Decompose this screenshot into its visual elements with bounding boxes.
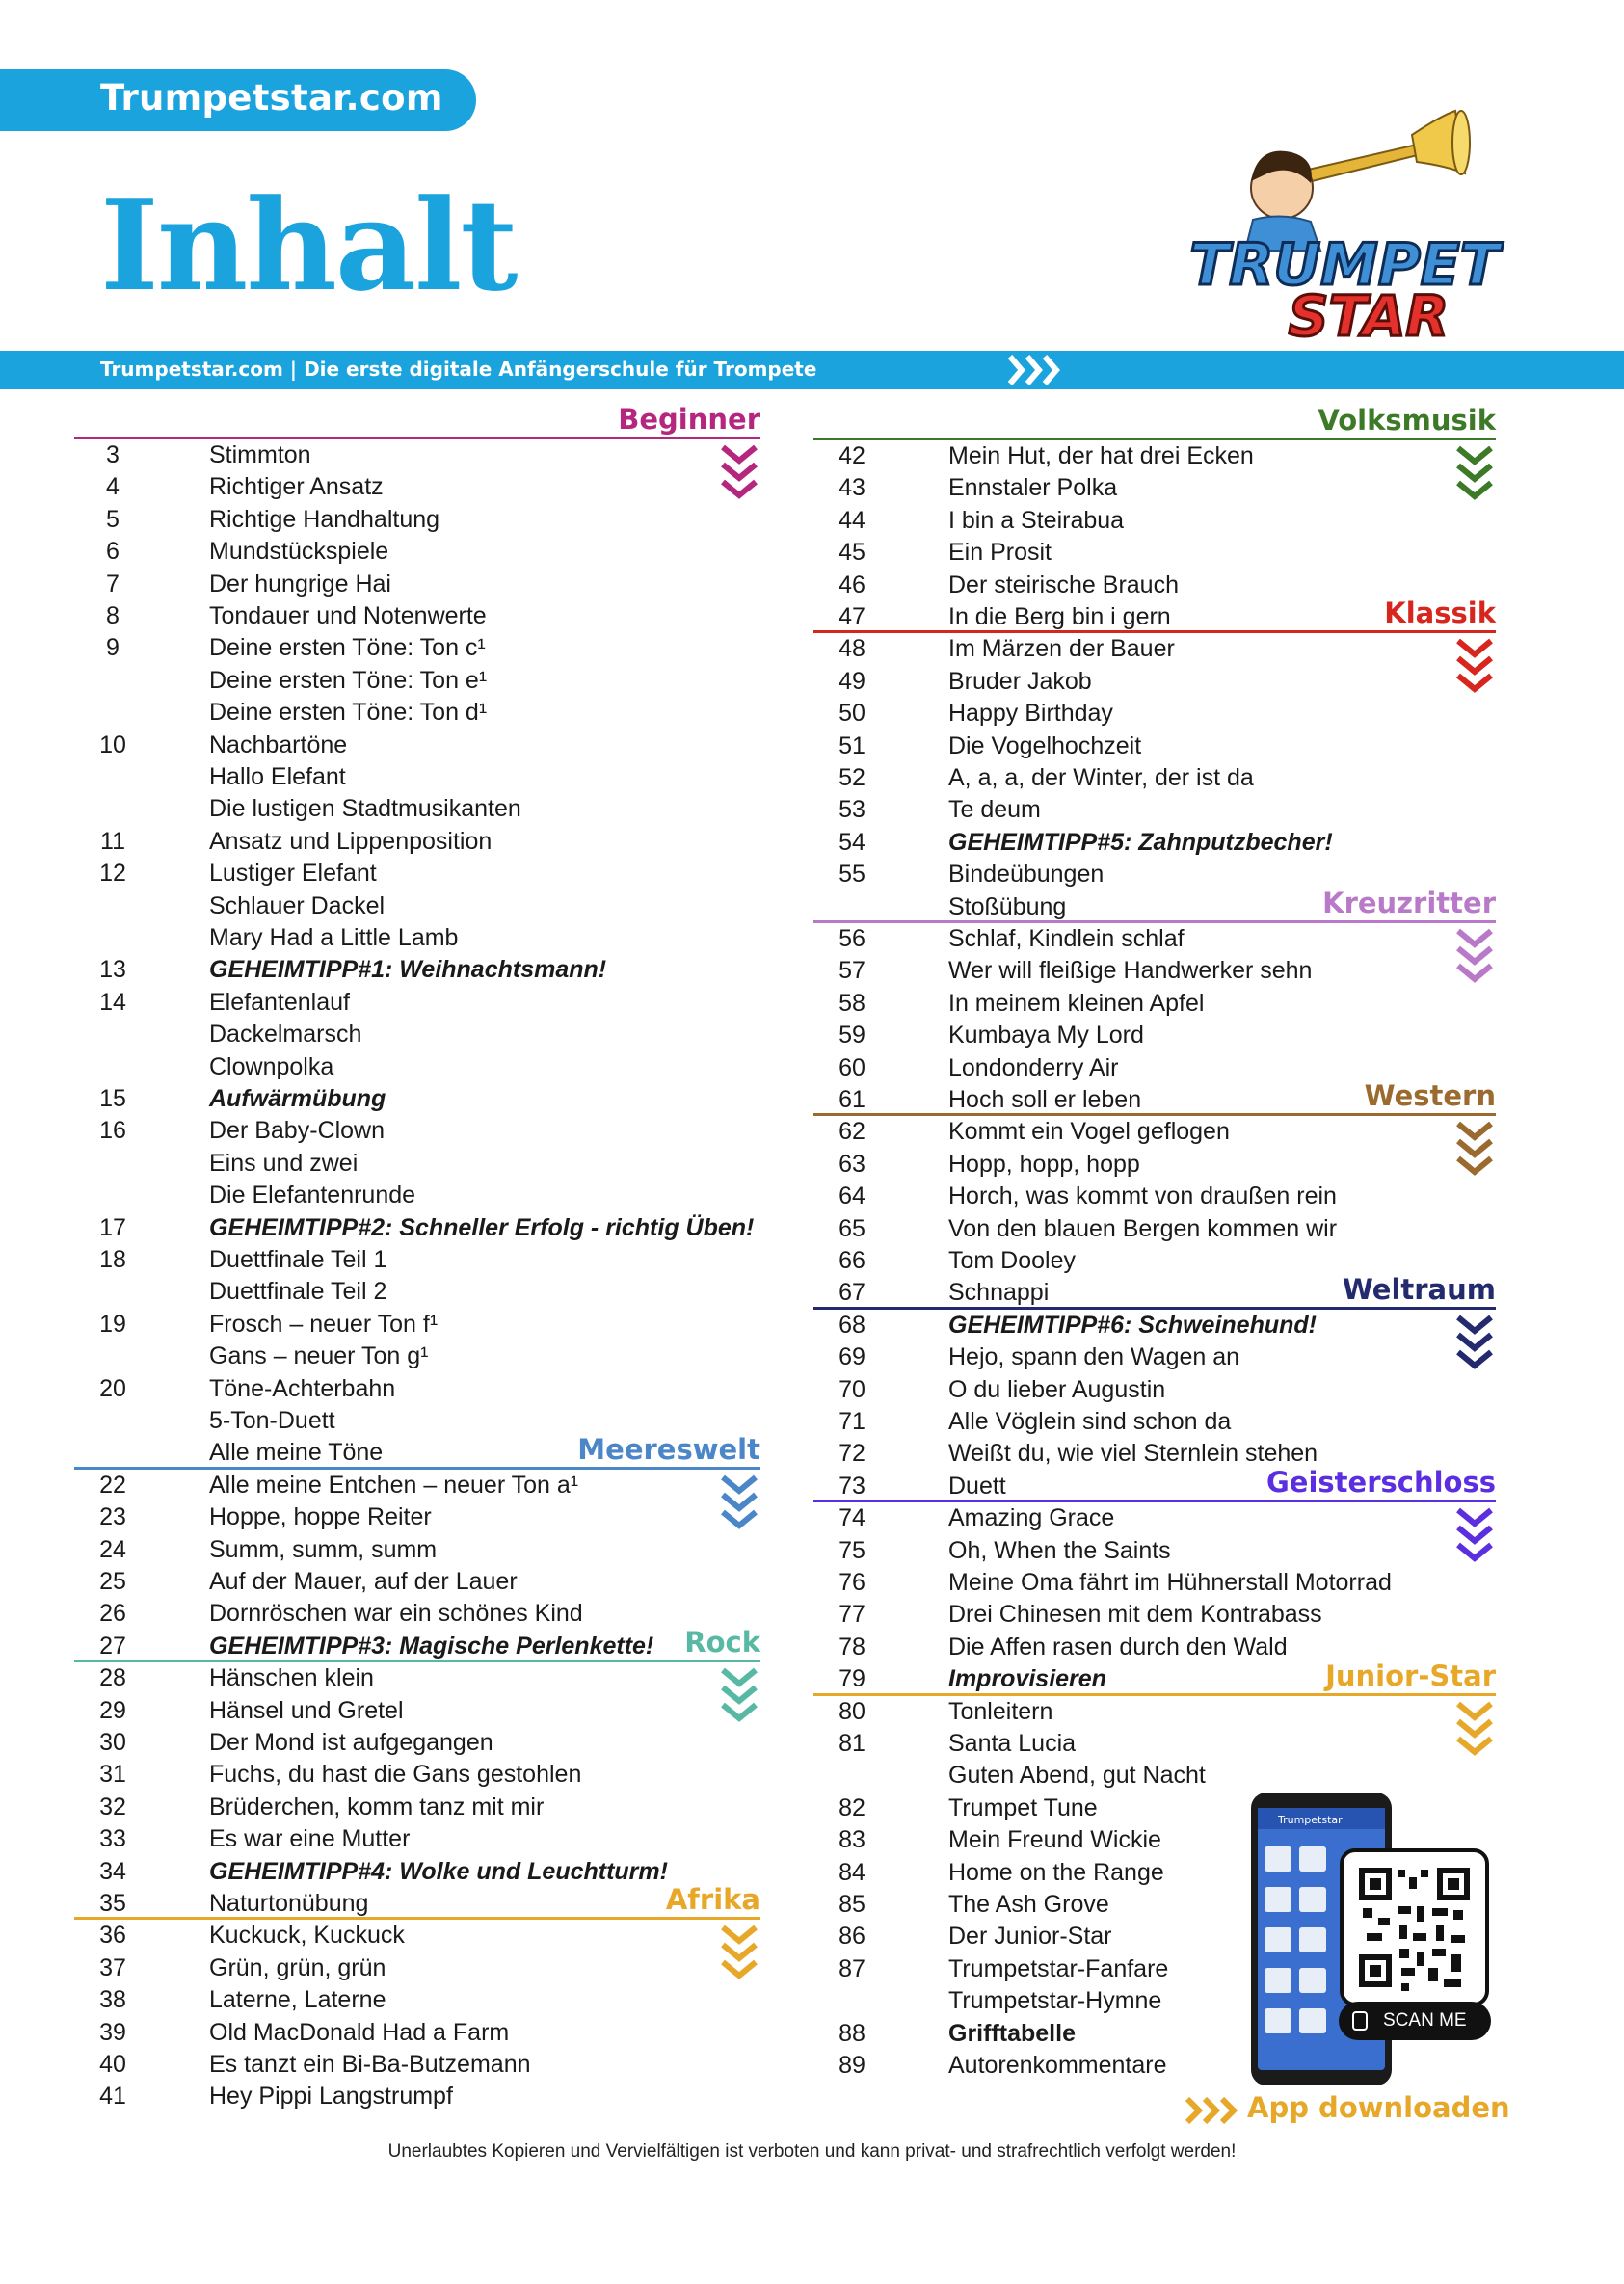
toc-row xyxy=(74,1180,760,1211)
scan-me-label: SCAN ME xyxy=(1383,2010,1467,2031)
toc-entry-title: Autorenkommentare xyxy=(948,2052,1167,2079)
toc-row xyxy=(813,1406,1496,1438)
toc-row xyxy=(813,730,1496,762)
toc-entry-title: Home on the Range xyxy=(948,1858,1164,1886)
page-number: 27 xyxy=(99,1632,126,1660)
page-number: 83 xyxy=(839,1826,865,1854)
toc-row xyxy=(74,1341,760,1372)
toc-row xyxy=(74,1373,760,1405)
toc-entry-title: In meinem kleinen Apfel xyxy=(948,989,1205,1017)
page-number: 69 xyxy=(839,1343,865,1371)
toc-entry-title: Die lustigen Stadtmusikanten xyxy=(209,795,521,823)
page-number: 62 xyxy=(839,1118,865,1146)
section-western xyxy=(813,1079,1496,1185)
toc-entry-title: A, a, a, der Winter, der ist da xyxy=(948,764,1254,791)
section-divider xyxy=(813,1500,1496,1502)
toc-entry-title: Es war eine Mutter xyxy=(209,1825,411,1853)
triple-chevron-down-icon xyxy=(1455,927,1494,989)
toc-entry-title: Summ, summ, summ xyxy=(209,1535,438,1563)
page-number: 28 xyxy=(99,1664,126,1692)
triple-chevron-down-icon xyxy=(720,1474,759,1535)
page-number: 88 xyxy=(839,2019,865,2047)
page-number: 39 xyxy=(99,2018,126,2046)
toc-entry-title: Der Mond ist aufgegangen xyxy=(209,1729,493,1756)
trumpetstar-logo xyxy=(1176,106,1513,347)
toc-entry-title: I bin a Steirabua xyxy=(948,506,1125,534)
toc-row xyxy=(74,2081,760,2112)
toc-entry-title: GEHEIMTIPP#6: Schweinehund! xyxy=(948,1311,1317,1339)
page-number: 19 xyxy=(99,1310,126,1338)
section-divider xyxy=(74,1917,760,1920)
toc-entry-title: Grifftabelle xyxy=(948,2019,1076,2047)
page-number: 7 xyxy=(106,570,120,598)
toc-row xyxy=(74,954,760,986)
toc-entry-title: Lustiger Elefant xyxy=(209,860,377,888)
toc-row xyxy=(74,632,760,664)
page-number: 31 xyxy=(99,1761,126,1789)
toc-row xyxy=(813,1599,1496,1631)
toc-entry-title: Duettfinale Teil 2 xyxy=(209,1278,387,1306)
toc-row xyxy=(74,922,760,954)
toc-entry-title: Wer will fleißige Handwerker sehn xyxy=(948,957,1313,985)
toc-entry-title: Schlaf, Kindlein schlaf xyxy=(948,925,1185,952)
toc-entry-title: Elefantenlauf xyxy=(209,988,350,1016)
toc-entry-title: Happy Birthday xyxy=(948,700,1113,728)
toc-entry-title: Schlauer Dackel xyxy=(209,891,386,919)
toc-entry-title: 5-Ton-Duett xyxy=(209,1407,335,1434)
toc-entry-title: Töne-Achterbahn xyxy=(209,1374,396,1402)
subtitle-band xyxy=(0,351,1624,389)
toc-entry-title: Deine ersten Töne: Ton e¹ xyxy=(209,666,488,694)
site-badge xyxy=(0,69,476,131)
page-number: 82 xyxy=(839,1793,865,1821)
toc-row xyxy=(813,1213,1496,1245)
toc-row xyxy=(74,858,760,890)
toc-entry-title: Mary Had a Little Lamb xyxy=(209,924,459,951)
toc-entry-title: Mundstückspiele xyxy=(209,538,389,566)
page-number: 71 xyxy=(839,1408,865,1435)
toc-entry-title: Der hungrige Hai xyxy=(209,570,391,598)
toc-entry-title: Hallo Elefant xyxy=(209,763,346,790)
triple-chevron-down-icon xyxy=(1455,444,1494,506)
triple-chevron-down-icon xyxy=(1455,637,1494,699)
page-number: 22 xyxy=(99,1471,126,1499)
toc-row xyxy=(74,1115,760,1147)
toc-row xyxy=(74,1019,760,1050)
toc-entry-title: Bindeübungen xyxy=(948,861,1105,889)
section-rock xyxy=(74,1626,760,1732)
toc-row xyxy=(813,827,1496,859)
page-number: 38 xyxy=(99,1986,126,2014)
toc-row xyxy=(813,762,1496,794)
page-number: 86 xyxy=(839,1923,865,1951)
toc-entry-title: Richtiger Ansatz xyxy=(209,473,384,501)
toc-entry-title: Die Vogelhochzeit xyxy=(948,731,1142,759)
toc-entry-title: Hejo, spann den Wagen an xyxy=(948,1343,1240,1371)
page-number: 8 xyxy=(106,602,120,629)
toc-entry-title: Clownpolka xyxy=(209,1052,334,1080)
toc-entry-title: Der steirische Brauch xyxy=(948,571,1179,598)
page-number: 85 xyxy=(839,1891,865,1918)
toc-entry-title: Mein Freund Wickie xyxy=(948,1826,1161,1854)
toc-entry-title: Tondauer und Notenwerte xyxy=(209,602,487,629)
toc-entry-title: Tonleitern xyxy=(948,1697,1053,1725)
toc-entry-title: Frosch – neuer Ton f¹ xyxy=(209,1310,439,1338)
site-name: Trumpetstar.com xyxy=(100,77,443,119)
toc-row xyxy=(74,569,760,600)
section-geisterschloss xyxy=(813,1466,1496,1572)
page-number: 20 xyxy=(99,1374,126,1402)
toc-row xyxy=(813,537,1496,569)
toc-row xyxy=(74,1309,760,1341)
page-number: 46 xyxy=(839,571,865,598)
page-number: 56 xyxy=(839,925,865,952)
triple-chevron-down-icon xyxy=(1455,1314,1494,1375)
toc-entry-title: Oh, When the Saints xyxy=(948,1536,1171,1564)
page-number: 4 xyxy=(106,473,120,501)
page-number: 30 xyxy=(99,1729,126,1756)
toc-entry-title: Richtige Handhaltung xyxy=(209,505,440,533)
section-divider xyxy=(813,630,1496,633)
triple-chevron-down-icon xyxy=(720,443,759,505)
toc-entry-title: Drei Chinesen mit dem Kontrabass xyxy=(948,1601,1322,1629)
page-number: 32 xyxy=(99,1793,126,1820)
page-number: 76 xyxy=(839,1569,865,1596)
page-number: 36 xyxy=(99,1922,126,1950)
page-number: 70 xyxy=(839,1375,865,1403)
page-number: 57 xyxy=(839,957,865,985)
page-number: 33 xyxy=(99,1825,126,1853)
page-number: 58 xyxy=(839,989,865,1017)
toc-row xyxy=(813,1020,1496,1051)
toc-row xyxy=(74,1083,760,1115)
page-number: 74 xyxy=(839,1504,865,1532)
toc-entry-title: In die Berg bin i gern xyxy=(948,603,1171,630)
page-number: 79 xyxy=(839,1665,865,1693)
section-divider xyxy=(813,1307,1496,1310)
toc-row xyxy=(74,1566,760,1598)
subtitle: Trumpetstar.com | Die erste digitale Anfängerschule für Trompete xyxy=(100,358,817,381)
toc-entry-title: Schnappi xyxy=(948,1279,1050,1307)
toc-entry-title: Meine Oma fährt im Hühnerstall Motorrad xyxy=(948,1569,1392,1596)
toc-entry-title: Es tanzt ein Bi-Ba-Butzemann xyxy=(209,2051,531,2078)
page-number: 17 xyxy=(99,1213,126,1241)
toc-entry-title: Guten Abend, gut Nacht xyxy=(948,1762,1206,1790)
section-weltraum xyxy=(813,1273,1496,1379)
toc-entry-title: Gans – neuer Ton g¹ xyxy=(209,1342,429,1370)
toc-entry-title: Weißt du, wie viel Sternlein stehen xyxy=(948,1440,1318,1468)
toc-entry-title: Laterne, Laterne xyxy=(209,1986,386,2014)
toc-row xyxy=(74,761,760,793)
toc-row xyxy=(74,1051,760,1083)
page-number: 45 xyxy=(839,539,865,567)
page-number: 25 xyxy=(99,1568,126,1595)
page-number: 11 xyxy=(100,827,125,855)
section-divider xyxy=(813,438,1496,440)
section-divider xyxy=(813,920,1496,923)
page-number: 13 xyxy=(99,956,126,984)
page-number: 65 xyxy=(839,1214,865,1242)
toc-entry-title: Deine ersten Töne: Ton c¹ xyxy=(209,634,486,662)
section-divider xyxy=(74,437,760,439)
section-divider xyxy=(74,1660,760,1662)
toc-entry-title: Im Märzen der Bauer xyxy=(948,635,1175,663)
section-label: Klassik xyxy=(1384,597,1496,630)
toc-entry-title: Auf der Mauer, auf der Lauer xyxy=(209,1568,518,1595)
page-number: 49 xyxy=(839,667,865,695)
toc-row xyxy=(74,665,760,697)
toc-entry-title: The Ash Grove xyxy=(948,1891,1109,1918)
page-number: 84 xyxy=(839,1858,865,1886)
toc-entry-title: Ennstaler Polka xyxy=(948,474,1118,502)
toc-entry-title: Der Baby-Clown xyxy=(209,1117,386,1145)
section-divider xyxy=(74,1467,760,1470)
page-number: 59 xyxy=(839,1022,865,1049)
page-number: 87 xyxy=(839,1954,865,1982)
toc-entry-title: Mein Hut, der hat drei Ecken xyxy=(948,442,1254,469)
page-number: 55 xyxy=(839,861,865,889)
page-number: 48 xyxy=(839,635,865,663)
section-afrika xyxy=(74,1883,760,1989)
page-number: 61 xyxy=(839,1086,865,1113)
page-number: 40 xyxy=(99,2051,126,2078)
trumpet-icon xyxy=(1291,111,1470,185)
toc-entry-title: Alle Vöglein sind schon da xyxy=(948,1408,1232,1435)
page-number: 14 xyxy=(99,988,126,1016)
triple-chevron-down-icon xyxy=(1455,1506,1494,1568)
page-number: 9 xyxy=(106,634,120,662)
page-number: 18 xyxy=(99,1246,126,1273)
page-number: 52 xyxy=(839,764,865,791)
page-title: Inhalt xyxy=(100,172,517,319)
toc-row xyxy=(74,600,760,632)
toc-entry-title: Die Elefantenrunde xyxy=(209,1182,416,1209)
page-number: 6 xyxy=(106,538,120,566)
toc-entry-title: Duett xyxy=(948,1472,1006,1500)
copyright-notice: Unerlaubtes Kopieren und Vervielfältigen ist verboten und kann privat- und strafrechtlich verfolgt werden! xyxy=(387,2141,1237,2162)
toc-row xyxy=(74,1823,760,1855)
toc-entry-title: Alle meine Töne xyxy=(209,1439,384,1467)
toc-entry-title: Londonderry Air xyxy=(948,1053,1119,1081)
page-number: 66 xyxy=(839,1247,865,1274)
toc-entry-title: Hey Pippi Langstrumpf xyxy=(209,2083,453,2111)
page-number: 44 xyxy=(839,506,865,534)
toc-entry-title: Tom Dooley xyxy=(948,1247,1076,1274)
toc-entry-title: Die Affen rasen durch den Wald xyxy=(948,1633,1288,1660)
toc-entry-title: Hoppe, hoppe Reiter xyxy=(209,1503,432,1531)
page-number: 16 xyxy=(99,1117,126,1145)
page-number: 54 xyxy=(839,828,865,856)
toc-entry-title: Naturtonübung xyxy=(209,1890,369,1917)
section-label: Meereswelt xyxy=(577,1432,760,1466)
toc-entry-title: Grün, grün, grün xyxy=(209,1953,386,1981)
toc-entry-title: Dackelmarsch xyxy=(209,1021,362,1049)
toc-row xyxy=(74,890,760,922)
page-number: 60 xyxy=(839,1053,865,1081)
page-number: 78 xyxy=(839,1633,865,1660)
section-kreuzritter xyxy=(813,887,1496,993)
toc-entry-title: Hänsel und Gretel xyxy=(209,1696,404,1724)
toc-entry-title: GEHEIMTIPP#3: Magische Perlenkette! xyxy=(209,1632,654,1660)
section-label: Beginner xyxy=(618,403,760,436)
page-number: 81 xyxy=(839,1730,865,1757)
toc-row xyxy=(74,2017,760,2049)
page-number: 12 xyxy=(99,860,126,888)
toc-entry-title: Duettfinale Teil 1 xyxy=(209,1246,387,1273)
page-number: 26 xyxy=(99,1600,126,1628)
toc-entry-title: Trumpet Tune xyxy=(948,1793,1098,1821)
page-number: 64 xyxy=(839,1182,865,1210)
section-beginner xyxy=(74,403,760,509)
toc-row xyxy=(74,730,760,761)
logo-text-trumpet: TRUMPET xyxy=(1189,231,1500,299)
toc-row xyxy=(74,1276,760,1308)
section-label: Junior-Star xyxy=(1325,1659,1496,1692)
toc-entry-title: Kuckuck, Kuckuck xyxy=(209,1922,405,1950)
page-number: 80 xyxy=(839,1697,865,1725)
section-junior-star xyxy=(813,1660,1496,1766)
page-number: 63 xyxy=(839,1150,865,1178)
triple-chevron-down-icon xyxy=(720,1924,759,1985)
page-number: 42 xyxy=(839,442,865,469)
section-label: Afrika xyxy=(665,1883,760,1917)
page-number: 75 xyxy=(839,1536,865,1564)
page-number: 3 xyxy=(106,441,120,468)
section-divider xyxy=(813,1693,1496,1696)
toc-entry-title: Fuchs, du hast die Gans gestohlen xyxy=(209,1761,582,1789)
page-number: 37 xyxy=(99,1953,126,1981)
page-number: 41 xyxy=(99,2083,126,2111)
page-number: 73 xyxy=(839,1472,865,1500)
toc-entry-title: Old MacDonald Had a Farm xyxy=(209,2018,510,2046)
triple-chevron-down-icon xyxy=(1455,1700,1494,1762)
toc-entry-title: GEHEIMTIPP#2: Schneller Erfolg - richtig Üben! xyxy=(209,1213,755,1241)
page-number: 53 xyxy=(839,796,865,824)
triple-chevron-down-icon xyxy=(720,1666,759,1728)
toc-entry-title: Deine ersten Töne: Ton d¹ xyxy=(209,699,488,727)
toc-entry-title: Nachbartöne xyxy=(209,730,348,758)
toc-entry-title: Santa Lucia xyxy=(948,1730,1077,1757)
toc-entry-title: Eins und zwei xyxy=(209,1149,359,1177)
scan-me-badge xyxy=(1339,2002,1491,2040)
page-number: 29 xyxy=(99,1696,126,1724)
toc-row xyxy=(74,1148,760,1180)
toc-entry-title: Kumbaya My Lord xyxy=(948,1022,1144,1049)
toc-entry-title: Amazing Grace xyxy=(948,1504,1115,1532)
page-number: 23 xyxy=(99,1503,126,1531)
toc-row xyxy=(74,826,760,858)
toc-row xyxy=(74,536,760,568)
section-label: Geisterschloss xyxy=(1266,1466,1496,1500)
toc-entry-title: Hänschen klein xyxy=(209,1664,374,1692)
toc-row xyxy=(74,2049,760,2081)
toc-entry-title: Kommt ein Vogel geflogen xyxy=(948,1118,1230,1146)
toc-row xyxy=(74,1759,760,1791)
section-label: Rock xyxy=(684,1626,760,1660)
toc-entry-title: Dornröschen war ein schönes Kind xyxy=(209,1600,583,1628)
toc-entry-title: Aufwärmübung xyxy=(209,1085,386,1112)
double-chevron-right-icon xyxy=(1006,351,1074,389)
toc-entry-title: Brüderchen, komm tanz mit mir xyxy=(209,1793,545,1820)
toc-entry-title: GEHEIMTIPP#5: Zahnputzbecher! xyxy=(948,828,1333,856)
toc-entry-title: Hoch soll er leben xyxy=(948,1086,1142,1113)
toc-entry-title: Der Junior-Star xyxy=(948,1923,1112,1951)
page-number: 15 xyxy=(99,1085,126,1112)
section-label: Volksmusik xyxy=(1318,404,1496,437)
toc-entry-title: Bruder Jakob xyxy=(948,667,1092,695)
toc-row xyxy=(813,794,1496,826)
page-number: 68 xyxy=(839,1311,865,1339)
toc-entry-title: Trumpetstar-Hymne xyxy=(948,1987,1162,2015)
section-divider xyxy=(813,1113,1496,1116)
toc-row xyxy=(74,987,760,1019)
page-number: 24 xyxy=(99,1535,126,1563)
page-number: 67 xyxy=(839,1279,865,1307)
smartphone-icon xyxy=(1352,2011,1368,2031)
phone-title: Trumpetstar xyxy=(1278,1814,1343,1826)
page-number: 43 xyxy=(839,474,865,502)
section-label: Kreuzritter xyxy=(1322,887,1496,919)
toc-row xyxy=(74,1792,760,1823)
section-meereswelt xyxy=(74,1433,760,1539)
section-label: Western xyxy=(1364,1079,1496,1113)
toc-entry-title: Improvisieren xyxy=(948,1665,1106,1693)
toc-entry-title: Ein Prosit xyxy=(948,539,1052,567)
toc-entry-title: GEHEIMTIPP#4: Wolke und Leuchtturm! xyxy=(209,1857,668,1885)
toc-entry-title: Hopp, hopp, hopp xyxy=(948,1150,1140,1178)
toc-entry-title: Te deum xyxy=(948,796,1041,824)
section-klassik xyxy=(813,597,1496,703)
toc-entry-title: Von den blauen Bergen kommen wir xyxy=(948,1214,1338,1242)
page-number: 10 xyxy=(99,730,126,758)
toc-row xyxy=(74,793,760,825)
section-label: Weltraum xyxy=(1342,1272,1496,1306)
page-number: 89 xyxy=(839,2052,865,2079)
toc-entry-title: GEHEIMTIPP#1: Weihnachtsmann! xyxy=(209,956,607,984)
page-number: 35 xyxy=(99,1890,126,1917)
page-number: 5 xyxy=(106,505,120,533)
page-number: 50 xyxy=(839,700,865,728)
toc-entry-title: Ansatz und Lippenposition xyxy=(209,827,493,855)
double-chevron-right-icon xyxy=(1184,2093,1243,2132)
page-number: 34 xyxy=(99,1857,126,1885)
page-number: 77 xyxy=(839,1601,865,1629)
toc-row xyxy=(74,697,760,729)
toc-row xyxy=(74,1244,760,1276)
logo-text-star: STAR xyxy=(1288,283,1450,347)
toc-entry-title: Stimmton xyxy=(209,441,311,468)
app-download-label: App downloaden xyxy=(1247,2091,1510,2124)
page-number: 72 xyxy=(839,1440,865,1468)
toc-row xyxy=(74,1212,760,1244)
section-volksmusik xyxy=(813,404,1496,510)
toc-entry-title: Stoßübung xyxy=(948,892,1067,920)
page-number: 47 xyxy=(839,603,865,630)
toc-entry-title: O du lieber Augustin xyxy=(948,1375,1166,1403)
page-number: 51 xyxy=(839,731,865,759)
toc-entry-title: Alle meine Entchen – neuer Ton a¹ xyxy=(209,1471,579,1499)
toc-entry-title: Horch, was kommt von draußen rein xyxy=(948,1182,1337,1210)
triple-chevron-down-icon xyxy=(1455,1120,1494,1182)
toc-entry-title: Trumpetstar-Fanfare xyxy=(948,1954,1169,1982)
